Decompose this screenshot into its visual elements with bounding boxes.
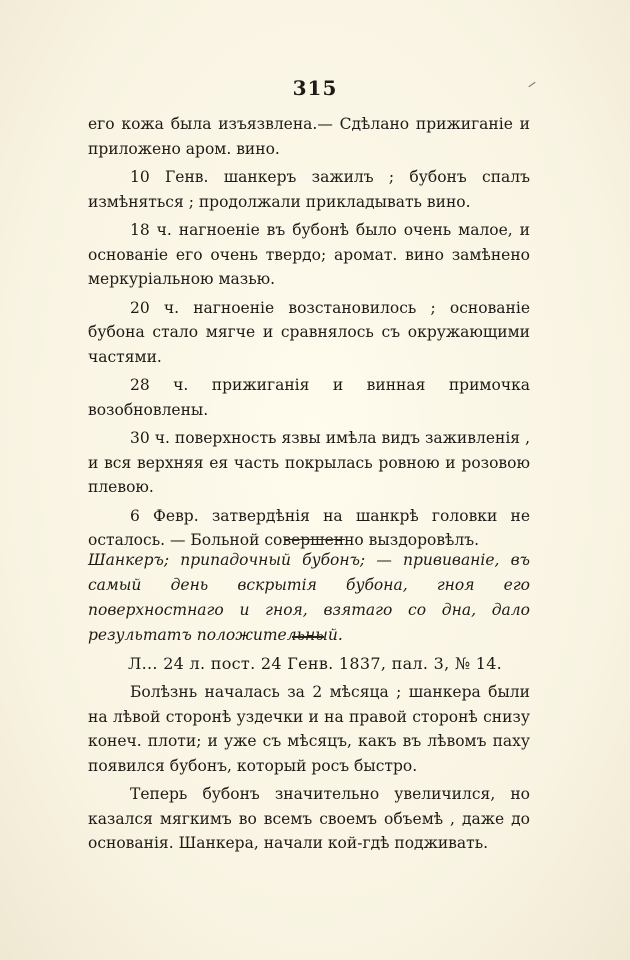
paragraph: 30 ч. поверхность язвы имѣла видъ заживленія , и вся верхняя ея часть покрылась ровною и розовою плевою. bbox=[88, 429, 530, 496]
section-divider bbox=[285, 539, 345, 540]
case-heading: Л... 24 л. пост. 24 Генв. 1837, пал. 3, № 14. bbox=[128, 654, 503, 673]
paragraph: Болѣзнь началась за 2 мѣсяца ; шанкера были на лѣвой сторонѣ уздечки и на правой сторонѣ снизу конеч. плоти; и уже съ мѣсяцъ, какъ въ лѣвомъ паху появился бубонъ, который росъ быстро. bbox=[88, 683, 530, 775]
page-number: 315 bbox=[292, 76, 338, 100]
case-text-block bbox=[88, 680, 530, 860]
case-summary: Шанкеръ; припадочный бубонъ; — прививаніе, въ самый день вскрытія бубона, гноя его поверхностнаго и гноя, взятаго со дна, дало результатъ положительный. bbox=[88, 551, 530, 644]
paragraph: его кожа была изъязвлена.— Сдѣлано прижиганіе и приложено аром. вино. bbox=[88, 115, 530, 158]
paragraph: 18 ч. нагноеніе въ бубонѣ было очень малое, и основаніе его очень твердо; аромат. вино замѣнено меркуріальною мазью. bbox=[88, 221, 530, 288]
paragraph: 10 Генв. шанкеръ зажилъ ; бубонъ спалъ измѣняться ; продолжали прикладывать вино. bbox=[88, 168, 530, 211]
paragraph: Теперь бубонъ значительно увеличился, но казался мягкимъ во всемъ своемъ объемѣ , даже до основанія. Шанкера, начали кой-гдѣ подживать. bbox=[88, 785, 530, 852]
paragraph: 6 Февр. затвердѣнія на шанкрѣ головки не осталось. — Больной совершенно выздоровѣлъ. bbox=[88, 506, 530, 549]
paragraph: 28 ч. прижиганія и винная примочка возобновлены. bbox=[88, 376, 530, 419]
short-divider bbox=[292, 636, 324, 638]
main-text-block bbox=[88, 112, 530, 557]
paragraph: 20 ч. нагноеніе возстановилось ; основаніе бубона стало мягче и сравнялось съ окружающими частями. bbox=[88, 298, 530, 366]
